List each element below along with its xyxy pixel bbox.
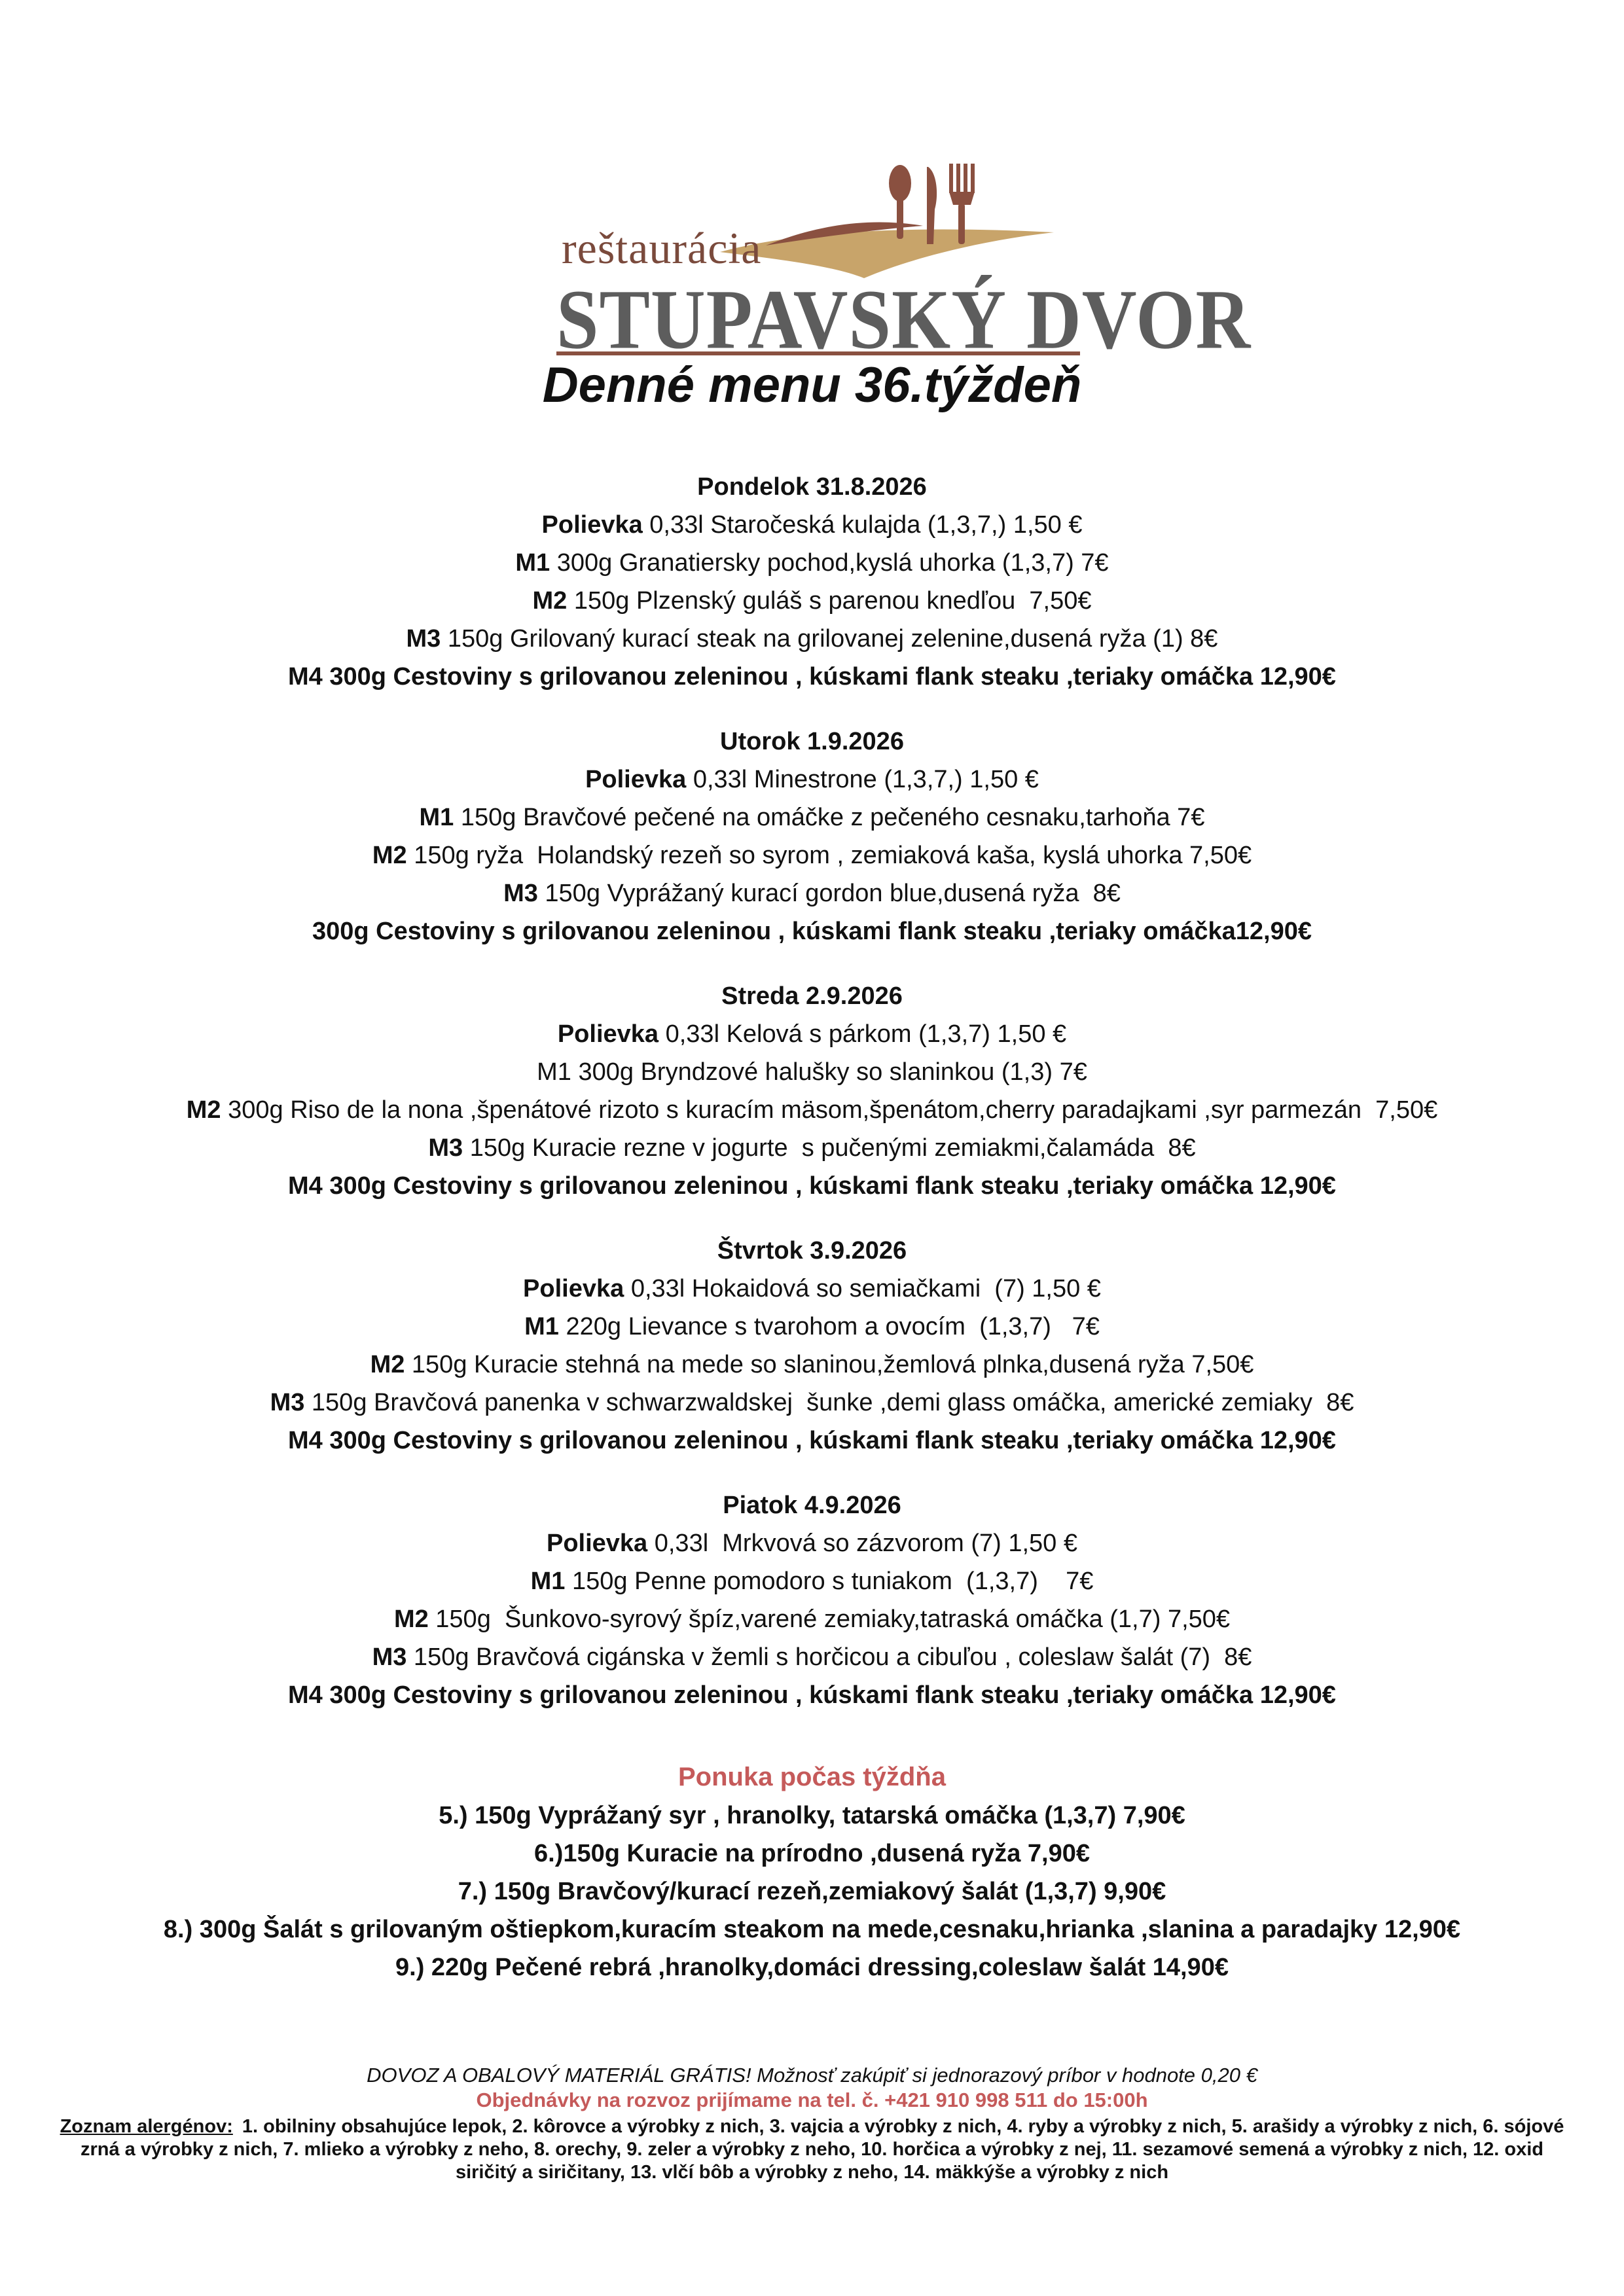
menu-item-label: M1	[530, 1568, 566, 1595]
day-section	[0, 1486, 1624, 1714]
footer	[0, 2063, 1624, 2184]
menu-item-text: 300g Cestoviny s grilovanou zeleninou , kúskami flank steaku ,teriaky omáčka 12,90€	[322, 663, 1336, 691]
menu-item	[0, 658, 1624, 696]
weekly-offer-list	[0, 1797, 1624, 1986]
menu-item	[0, 1167, 1624, 1205]
menu-item-text: M1 300g Bryndzové halušky so slaninkou (1,3) 7€	[537, 1058, 1087, 1086]
allergen-text: 1. obilniny obsahujúce lepok, 2. kôrovce a výrobky z nich, 3. vajcia a výrobky z nich, 4. ryby a výrobky z nich, 5. arašidy a výrobky z nich, 6. sójové zrná a výrobky z nich, 7. mlieko a výrobky z neho, 8. orechy, 9. zeler a výrobky z neho, 10. horčica a výrobky z nej, 11. sezamové semená a výrobky z nich, 12. oxid siričitý a siričitany, 13. vlčí bôb a výrobky z neho, 14. mäkkýše a výrobky z nich	[80, 2116, 1564, 2183]
day-section	[0, 468, 1624, 696]
menu-item-label: M2	[393, 1605, 429, 1633]
weekly-offer	[0, 1757, 1624, 1986]
weekly-offer-item: 7.) 150g Bravčový/kurací rezeň,zemiakový šalát (1,3,7) 9,90€	[458, 1878, 1166, 1905]
allergen-label: Zoznam alergénov:	[60, 2116, 233, 2137]
menu-item-label: M3	[372, 1643, 407, 1671]
menu-item	[0, 874, 1624, 912]
menu-item-text: 300g Cestoviny s grilovanou zeleninou , kúskami flank steaku ,teriaky omáčka 12,90€	[322, 1172, 1336, 1200]
menu-item-label: Polievka	[546, 1530, 648, 1557]
daily-menu	[0, 468, 1624, 1741]
day-heading: Utorok 1.9.2026	[720, 728, 904, 755]
menu-item	[0, 1676, 1624, 1714]
menu-item	[0, 1308, 1624, 1346]
allergen-list	[60, 2115, 1565, 2184]
menu-item	[0, 836, 1624, 874]
menu-item	[0, 1270, 1624, 1308]
menu-item-text: 150g Vyprážaný kurací gordon blue,dusená ryža 8€	[537, 880, 1121, 907]
menu-item	[0, 1346, 1624, 1384]
menu-item-text: 220g Lievance s tvarohom a ovocím (1,3,7) 7€	[558, 1313, 1100, 1340]
menu-item-text: 150g Bravčové pečené na omáčke z pečeného cesnaku,tarhoňa 7€	[454, 804, 1205, 831]
menu-item-text: 150g Grilovaný kurací steak na grilovanej zelenine,dusená ryža (1) 8€	[441, 625, 1218, 653]
menu-item	[0, 1422, 1624, 1460]
menu-item	[0, 544, 1624, 582]
menu-item-text: 300g Cestoviny s grilovanou zeleninou , kúskami flank steaku ,teriaky omáčka 12,90€	[322, 1681, 1336, 1709]
weekly-offer-item: 8.) 300g Šalát s grilovaným oštiepkom,kuracím steakom na mede,cesnaku,hrianka ,slanina a paradajky 12,90€	[163, 1916, 1461, 1943]
menu-item-label: M3	[270, 1389, 305, 1416]
day-section	[0, 977, 1624, 1205]
weekly-offer-heading: Ponuka počas týždňa	[678, 1763, 946, 1791]
menu-item-text: 0,33l Mrkvová so zázvorom (7) 1,50 €	[647, 1530, 1078, 1557]
menu-item-text: 300g Riso de la nona ,špenátové rizoto s kuracím mäsom,špenátom,cherry paradajkami ,syr parmezán 7,50€	[221, 1096, 1438, 1124]
menu-item-label: Polievka	[541, 511, 643, 539]
menu-item-text: 150g Bravčová panenka v schwarzwaldskej šunke ,demi glass omáčka, americké zemiaky 8€	[304, 1389, 1354, 1416]
menu-item-text: 300g Cestoviny s grilovanou zeleninou , kúskami flank steaku ,teriaky omáčka12,90€	[312, 918, 1312, 945]
menu-item-text: 300g Cestoviny s grilovanou zeleninou , kúskami flank steaku ,teriaky omáčka 12,90€	[322, 1427, 1336, 1454]
menu-item-text: 150g Kuracie stehná na mede so slaninou,žemlová plnka,dusená ryža 7,50€	[405, 1351, 1254, 1378]
weekly-offer-item: 6.)150g Kuracie na prírodno ,dusená ryža 7,90€	[534, 1840, 1090, 1867]
orders-note: Objednávky na rozvoz prijímame na tel. č. +421 910 998 511 do 15:00h	[476, 2089, 1148, 2111]
menu-item-label: M2	[532, 587, 568, 615]
menu-title: Denné menu 36.týždeň	[542, 357, 1082, 413]
day-section	[0, 1232, 1624, 1460]
day-heading: Piatok 4.9.2026	[723, 1492, 901, 1519]
menu-item-text: 150g Penne pomodoro s tuniakom (1,3,7) 7€	[565, 1568, 1094, 1595]
weekly-offer-item: 5.) 150g Vyprážaný syr , hranolky, tatarská omáčka (1,3,7) 7,90€	[439, 1802, 1185, 1829]
menu-item-text: 0,33l Hokaidová so semiačkami (7) 1,50 €	[624, 1275, 1101, 1302]
menu-item-label: M2	[372, 842, 407, 869]
menu-item-label: M1	[524, 1313, 559, 1340]
menu-item-text: 150g Plzenský guláš s parenou knedľou 7,50€	[567, 587, 1092, 615]
menu-item-text: 150g Šunkovo-syrový špíz,varené zemiaky,tatraská omáčka (1,7) 7,50€	[428, 1605, 1231, 1633]
day-heading: Pondelok 31.8.2026	[697, 473, 927, 501]
menu-item-label: M4	[288, 1427, 323, 1454]
menu-item-label: M3	[428, 1134, 463, 1162]
menu-item-text: 150g ryža Holandský rezeň so syrom , zemiaková kaša, kyslá uhorka 7,50€	[406, 842, 1252, 869]
menu-item-label: M4	[288, 1681, 323, 1709]
menu-item	[0, 1053, 1624, 1091]
logo-swoosh	[720, 229, 1054, 278]
menu-item	[0, 1524, 1624, 1562]
menu-item	[0, 620, 1624, 658]
menu-item-text: 300g Granatiersky pochod,kyslá uhorka (1,3,7) 7€	[550, 549, 1109, 577]
logo-subtitle: reštaurácia	[562, 223, 762, 273]
menu-item-text: 0,33l Staročeská kulajda (1,3,7,) 1,50 €	[642, 511, 1083, 539]
menu-item-label: Polievka	[557, 1020, 659, 1048]
menu-item-label: M2	[370, 1351, 405, 1378]
menu-item	[0, 1638, 1624, 1676]
restaurant-logo	[556, 160, 1252, 370]
menu-item-text: 150g Bravčová cigánska v žemli s horčicou a cibuľou , coleslaw šalát (7) 8€	[406, 1643, 1252, 1671]
menu-item	[0, 761, 1624, 798]
menu-item	[0, 582, 1624, 620]
menu-item	[0, 1091, 1624, 1129]
logo-name: STUPAVSKÝ DVOR	[556, 273, 1252, 367]
menu-item	[0, 1129, 1624, 1167]
menu-item-text: 0,33l Kelová s párkom (1,3,7) 1,50 €	[659, 1020, 1067, 1048]
day-section	[0, 723, 1624, 950]
menu-item	[0, 912, 1624, 950]
menu-item-label: M1	[419, 804, 454, 831]
menu-item-text: 0,33l Minestrone (1,3,7,) 1,50 €	[686, 766, 1039, 793]
menu-item-text: 150g Kuracie rezne v jogurte s pučenými zemiakmi,čalamáda 8€	[463, 1134, 1196, 1162]
menu-item-label: M4	[288, 1172, 323, 1200]
menu-item	[0, 1562, 1624, 1600]
menu-item	[0, 1600, 1624, 1638]
menu-item-label: M2	[186, 1096, 221, 1124]
menu-item-label: M4	[288, 663, 323, 691]
menu-item	[0, 1015, 1624, 1053]
menu-item	[0, 1384, 1624, 1422]
menu-item	[0, 798, 1624, 836]
weekly-offer-item: 9.) 220g Pečené rebrá ,hranolky,domáci dressing,coleslaw šalát 14,90€	[395, 1954, 1229, 1981]
menu-item-label: Polievka	[523, 1275, 624, 1302]
delivery-note: DOVOZ A OBALOVÝ MATERIÁL GRÁTIS! Možnosť zakúpiť si jednorazový príbor v hodnote 0,20 €	[367, 2064, 1257, 2087]
menu-item-label: M1	[515, 549, 550, 577]
menu-item-label: M3	[406, 625, 441, 653]
menu-item-label: M3	[503, 880, 538, 907]
menu-item	[0, 506, 1624, 544]
menu-item-label: Polievka	[585, 766, 687, 793]
day-heading: Štvrtok 3.9.2026	[717, 1237, 907, 1265]
day-heading: Streda 2.9.2026	[721, 982, 903, 1010]
